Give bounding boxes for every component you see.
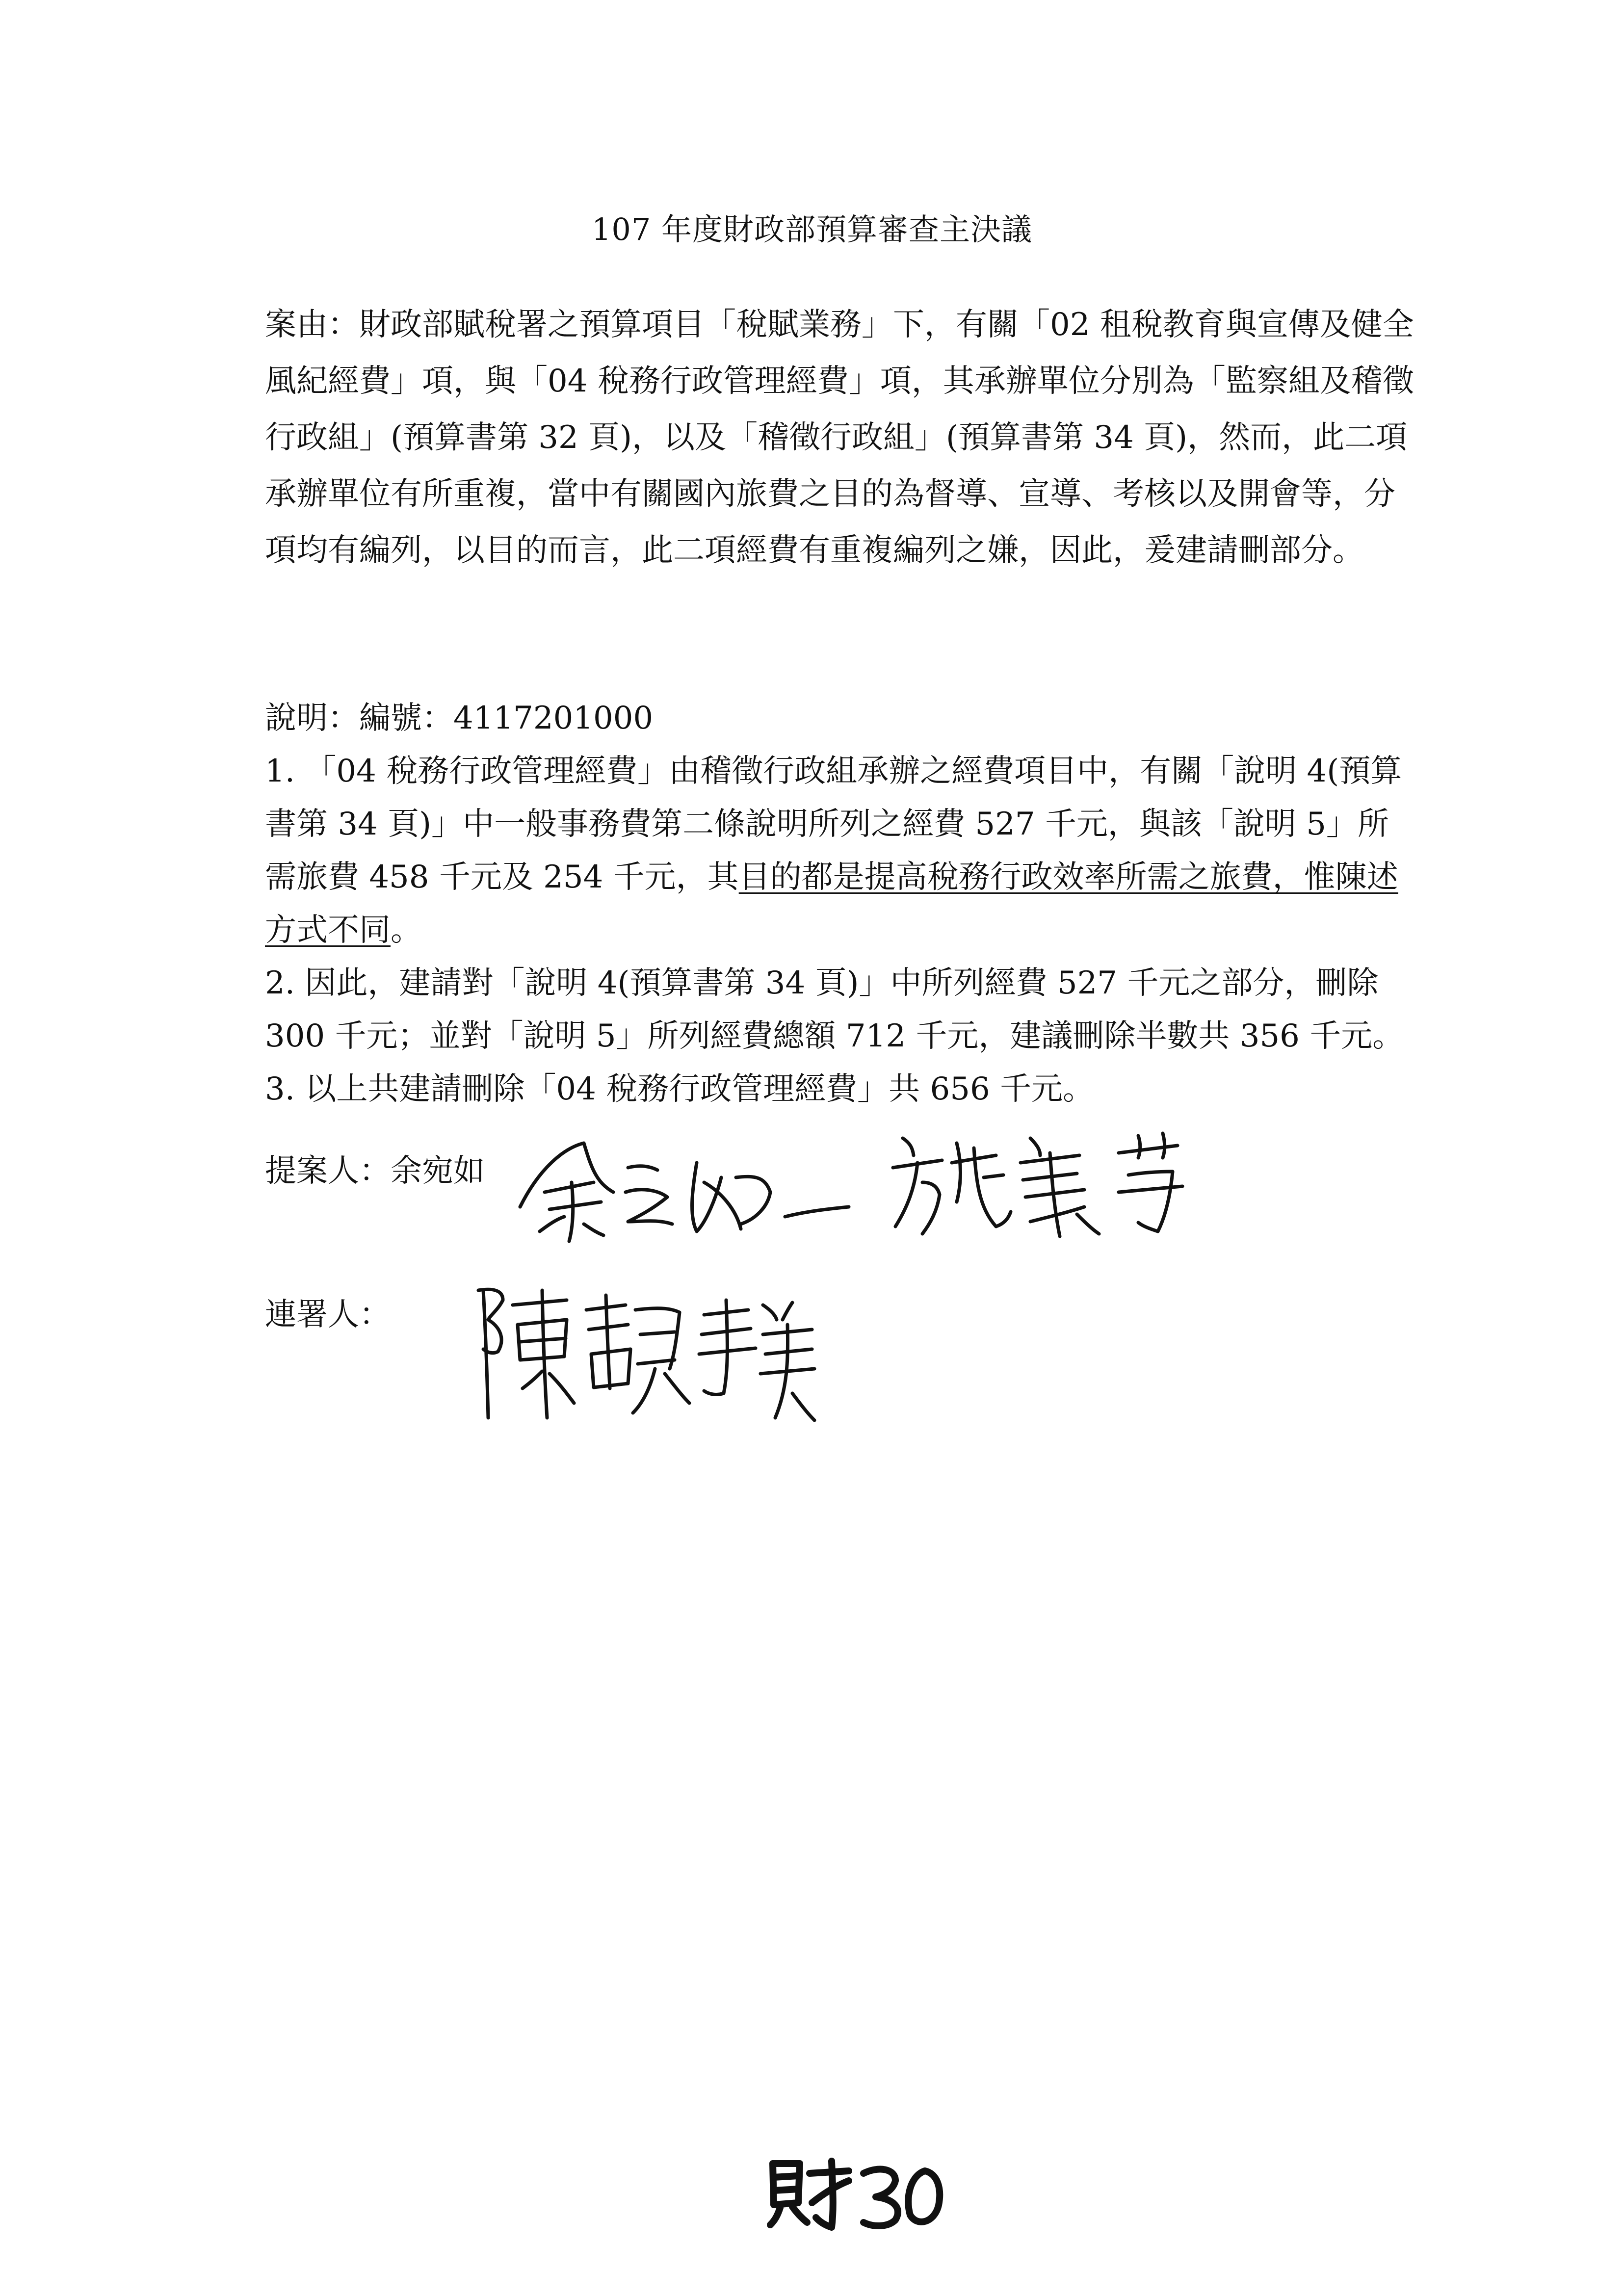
cosigner-label: 連署人： [265, 1297, 391, 1333]
item1-text: 1. 「04 稅務行政管理經費」由稽徵行政組承辦之經費項目中，有關「說明 4(預算書第 34 頁)」中一般事務費第二條說明所列之經費 527 千元，與該「說明 5」所需旅費 458 千元及 254 千元，其 [265, 753, 1402, 895]
signature-1 [510, 1123, 854, 1251]
description-section [265, 692, 1415, 1116]
item1-end: 。 [391, 912, 422, 948]
proposer-label: 提案人：余宛如 [265, 1153, 485, 1189]
description-header: 說明：編號：4117201000 [265, 700, 654, 736]
case-paragraph: 案由：財政部賦稅署之預算項目「稅賦業務」下，有關「02 租稅教育與宣傳及健全風紀經費」項，與「04 稅務行政管理經費」項，其承辦單位分別為「監察組及稽徵行政組」(預算書第 32 頁)，以及「稽徵行政組」(預算書第 34 頁)，然而，此二項承辦單位有所重複，當中有關國內旅費之目的為督導、宣導、考核以及開會等，分項均有編列，以目的而言，此二項經費有重複編列之嫌，因此，爰建請刪部分。 [265, 307, 1414, 569]
description-item-3: 3. 以上共建請刪除「04 稅務行政管理經費」共 656 千元。 [265, 1071, 1095, 1107]
page-mark-handwritten [763, 2154, 949, 2232]
signature-2 [883, 1109, 1227, 1256]
document-title: 107 年度財政部預算審查主決議 [591, 211, 1033, 247]
description-item-1 [265, 745, 1415, 957]
item1-underlined-text: 目的都是提高稅務行政效率所需之旅費，惟陳述方式不同 [265, 859, 1398, 948]
description-item-2: 2. 因此，建請對「說明 4(預算書第 34 頁)」中所列經費 527 千元之部分，刪除 300 千元；並對「說明 5」所列經費總額 712 千元，建議刪除半數共 356 千元。 [265, 965, 1404, 1054]
signature-3 [469, 1271, 822, 1433]
